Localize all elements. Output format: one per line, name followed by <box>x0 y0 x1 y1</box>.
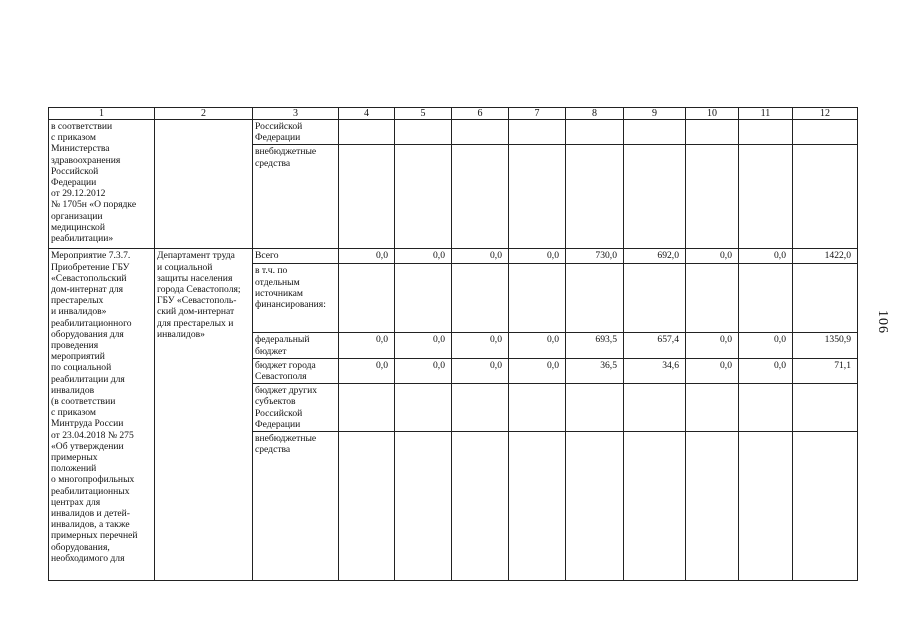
column-header: 3 <box>253 108 339 120</box>
value-cell <box>339 145 395 249</box>
column-header: 8 <box>566 108 624 120</box>
table-body <box>49 108 858 581</box>
value-cell <box>395 120 452 145</box>
value-cell <box>566 384 624 432</box>
value-cell <box>793 120 858 145</box>
table-row <box>49 120 858 145</box>
column-header: 10 <box>686 108 739 120</box>
value-cell <box>739 264 793 333</box>
value-cell: 0,0 <box>339 249 395 264</box>
value-cell: 0,0 <box>509 249 566 264</box>
column-number-row <box>49 108 858 120</box>
value-cell <box>509 145 566 249</box>
value-cell: 0,0 <box>395 249 452 264</box>
value-cell <box>566 120 624 145</box>
value-cell <box>739 120 793 145</box>
value-cell <box>686 120 739 145</box>
value-cell: 36,5 <box>566 358 624 383</box>
value-cell <box>509 384 566 432</box>
value-cell: 0,0 <box>452 358 509 383</box>
funding-source-label: федеральный бюджет <box>253 333 339 358</box>
value-cell: 0,0 <box>739 249 793 264</box>
value-cell: 0,0 <box>395 333 452 358</box>
value-cell <box>339 120 395 145</box>
value-cell <box>566 432 624 581</box>
value-cell <box>624 264 686 333</box>
value-cell <box>452 120 509 145</box>
funding-source-label: внебюджетные средства <box>253 145 339 249</box>
value-cell <box>452 432 509 581</box>
value-cell <box>686 432 739 581</box>
value-cell: 0,0 <box>339 333 395 358</box>
value-cell <box>339 264 395 333</box>
value-cell <box>395 264 452 333</box>
value-cell <box>624 120 686 145</box>
budget-table <box>48 107 858 581</box>
funding-source-label: бюджет города Севастополя <box>253 358 339 383</box>
value-cell: 0,0 <box>686 333 739 358</box>
value-cell <box>395 432 452 581</box>
value-cell <box>509 120 566 145</box>
value-cell <box>793 264 858 333</box>
value-cell: 34,6 <box>624 358 686 383</box>
value-cell <box>624 145 686 249</box>
value-cell: 692,0 <box>624 249 686 264</box>
value-cell <box>739 432 793 581</box>
value-cell <box>739 145 793 249</box>
value-cell <box>509 432 566 581</box>
value-cell <box>624 432 686 581</box>
value-cell <box>686 384 739 432</box>
column-header: 6 <box>452 108 509 120</box>
funding-source-label: внебюджетные средства <box>253 432 339 581</box>
value-cell: 730,0 <box>566 249 624 264</box>
value-cell <box>452 264 509 333</box>
value-cell: 0,0 <box>452 333 509 358</box>
funding-source-label: бюджет других субъектов Российской Федерации <box>253 384 339 432</box>
value-cell: 0,0 <box>509 358 566 383</box>
value-cell: 693,5 <box>566 333 624 358</box>
value-cell <box>566 145 624 249</box>
column-header: 11 <box>739 108 793 120</box>
column-header: 5 <box>395 108 452 120</box>
value-cell <box>339 432 395 581</box>
value-cell: 0,0 <box>739 333 793 358</box>
value-cell <box>339 384 395 432</box>
column-header: 2 <box>155 108 253 120</box>
executor-cell: Департамент труда и социальной защиты населения города Севастополя; ГБУ «Севастополь- ский дом-интернат для престарелых и инвалидов» <box>155 249 253 581</box>
value-cell: 0,0 <box>452 249 509 264</box>
measure-description-cell: Мероприятие 7.3.7. Приобретение ГБУ «Севастопольский дом-интернат для престарелых и инвалидов» реабилитационного оборудования для проведения мероприятий по социальной реабилитации для инвалидов (в соответствии с приказом Минтруда России от 23.04.2018 № 275 «Об утверждении примерных положений о многопрофильных реабилитационных центрах для инвалидов и детей- инвалидов, а также примерных перечней оборудования, необходимого для <box>49 249 155 581</box>
value-cell: 657,4 <box>624 333 686 358</box>
value-cell <box>793 384 858 432</box>
column-header: 7 <box>509 108 566 120</box>
value-cell <box>686 264 739 333</box>
value-cell <box>452 384 509 432</box>
value-cell: 0,0 <box>509 333 566 358</box>
value-cell: 0,0 <box>686 249 739 264</box>
value-cell <box>793 145 858 249</box>
funding-source-label: Всего <box>253 249 339 264</box>
column-header: 12 <box>793 108 858 120</box>
value-cell: 1350,9 <box>793 333 858 358</box>
value-cell <box>793 432 858 581</box>
value-cell <box>686 145 739 249</box>
column-header: 4 <box>339 108 395 120</box>
executor-cell <box>155 120 253 249</box>
value-cell <box>452 145 509 249</box>
value-cell: 0,0 <box>339 358 395 383</box>
table-row <box>49 249 858 264</box>
value-cell <box>566 264 624 333</box>
value-cell: 1422,0 <box>793 249 858 264</box>
funding-source-label: Российской Федерации <box>253 120 339 145</box>
value-cell: 0,0 <box>686 358 739 383</box>
funding-source-label: в т.ч. по отдельным источникам финансирования: <box>253 264 339 333</box>
value-cell: 0,0 <box>395 358 452 383</box>
column-header: 1 <box>49 108 155 120</box>
measure-description-cell: в соответствии с приказом Министерства здравоохранения Российской Федерации от 29.12.2012 № 1705н «О порядке организации медицинской реабилитации» <box>49 120 155 249</box>
page-number: 106 <box>875 310 890 334</box>
column-header: 9 <box>624 108 686 120</box>
value-cell: 71,1 <box>793 358 858 383</box>
value-cell <box>395 384 452 432</box>
value-cell <box>395 145 452 249</box>
value-cell <box>739 384 793 432</box>
value-cell <box>509 264 566 333</box>
value-cell <box>624 384 686 432</box>
value-cell: 0,0 <box>739 358 793 383</box>
